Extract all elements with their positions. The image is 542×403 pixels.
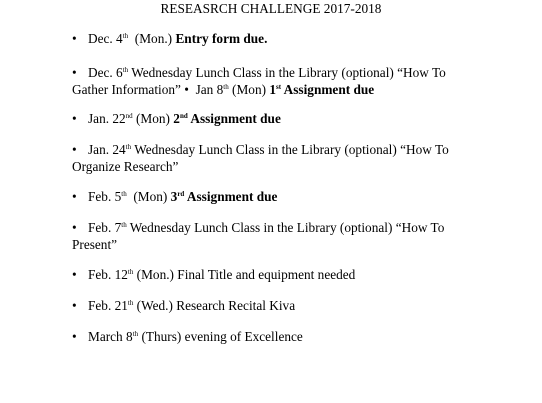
bullet: •	[72, 111, 77, 126]
bullet: •	[72, 329, 77, 344]
list-item: • Dec. 4th (Mon.) Entry form due.	[72, 31, 268, 46]
list-item: • Feb. 21th (Wed.) Research Recital Kiva	[72, 298, 296, 313]
list-item: • March 8th (Thurs) evening of Excellence	[72, 329, 303, 344]
list-item: • Feb. 5th (Mon) 3rd Assignment due	[72, 189, 278, 204]
bullet: •	[72, 267, 77, 282]
bullet: •	[72, 298, 77, 313]
bullet: •	[72, 142, 77, 157]
list-item: • Jan. 22nd (Mon) 2nd Assignment due	[72, 111, 281, 126]
bullet: •	[72, 220, 77, 235]
document-title: RESEASRCH CHALLENGE 2017-2018	[160, 1, 382, 16]
list-item: • Feb. 7th Wednesday Lunch Class in the Library (optional) “How To Present”	[72, 220, 445, 252]
bullet: •	[72, 189, 77, 204]
list-item: • Feb. 12th (Mon.) Final Title and equipment needed	[72, 267, 356, 282]
bullet: •	[72, 65, 77, 80]
list-item: • Jan. 24th Wednesday Lunch Class in the Library (optional) “How To Organize Research”	[72, 142, 449, 174]
list-item: • Dec. 6th Wednesday Lunch Class in the Library (optional) “How To Gather Information” • Jan 8th (Mon) 1st Assignment due	[72, 65, 446, 97]
bullet: •	[72, 31, 77, 46]
